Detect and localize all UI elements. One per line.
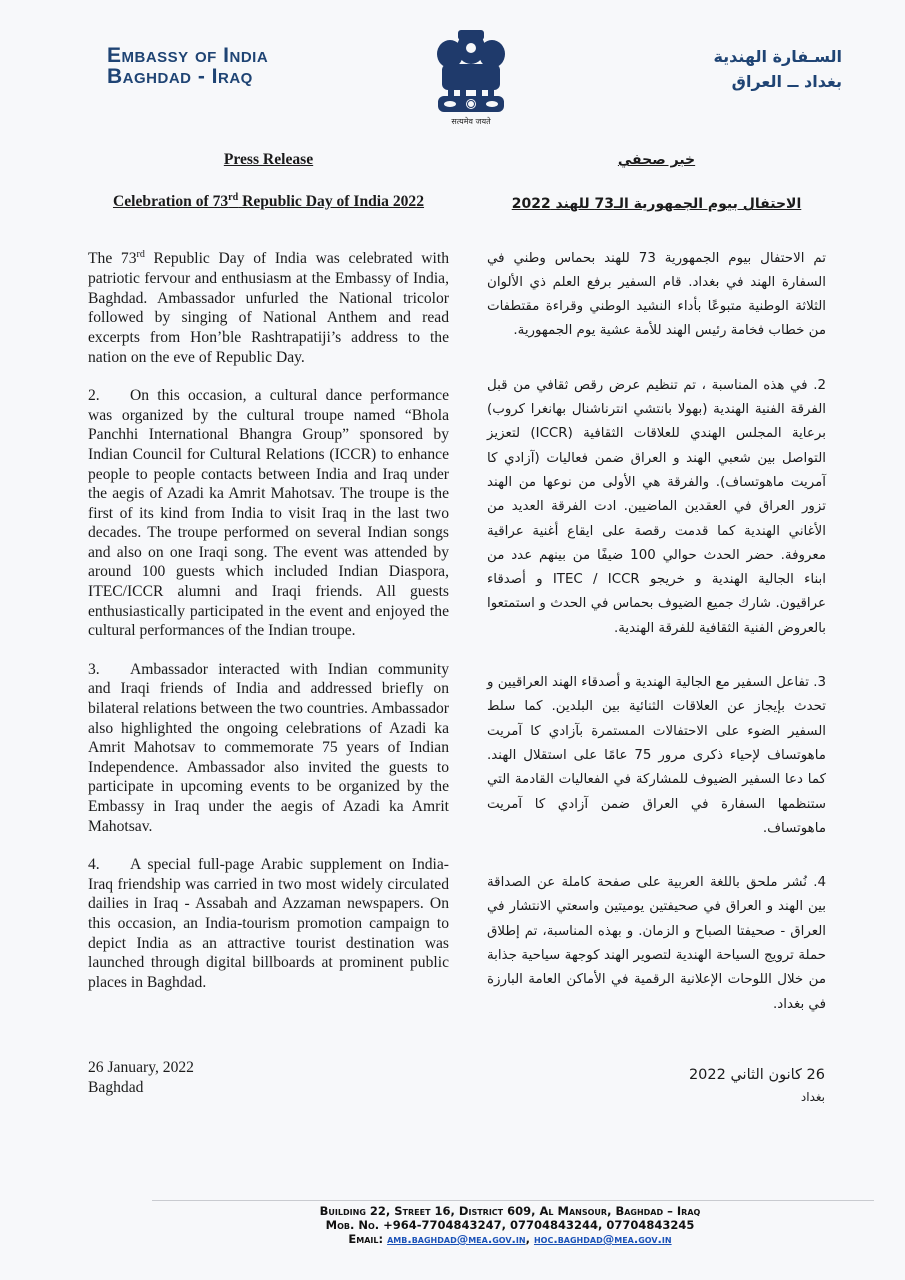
email-separator: ,: [525, 1232, 534, 1246]
footer-mobile: Mob. No. +964-7704843247, 07704843244, 07704843245: [325, 1218, 695, 1232]
paragraph-1: [88, 245, 449, 367]
embassy-location-line-ar: بغداد ــ العراق: [731, 72, 842, 91]
press-release-heading-ar: خبر صحفي: [617, 152, 696, 168]
footer-email: [160, 1232, 860, 1246]
emblem-motto: सत्यमेव जयते: [451, 117, 491, 126]
paragraph-number: 3.: [88, 660, 100, 678]
email-label: Email:: [348, 1232, 388, 1246]
embassy-location-line: Baghdad - Iraq: [107, 65, 253, 88]
paragraph-text: Ambassador interacted with Indian community and Iraqi friends of India and addressed briefly on bilateral relations between the two countries. Ambassador also highlighted the ongoing celebrations of Azadi ka Amrit Mahotsav to commemorate 75 years of Indian Independence. Ambassador also invited the guests to participate in upcoming events to be organized by the Embassy in Iraq under the aegis of Azadi ka Amrit Mahotsav.: [88, 660, 449, 835]
date: 26 January, 2022: [88, 1059, 194, 1076]
press-release-title-ar: الاحتفال بيوم الجمهورية الـ73 للهند 2022: [511, 196, 802, 213]
date-ar: 26 كانون الثاني 2022: [688, 1067, 825, 1083]
paragraph-number: 4.: [88, 856, 100, 874]
paragraph-ar-3: 3. تفاعل السفير مع الجالية الهندية و أصدقاء الهند العراقيين و تحدث بإيجاز عن العلاقات الثنائية بين البلدين. كما سلط السفير الضوء على الاحتفالات المستمرة بآزادي كا آمريت ماهوتساف لإحياء ذكرى مرور 75 عامًا على استقلال الهند. كما دعا السفير الضيوف للمشاركة في الفعاليات القادمة التي ستنظمها السفارة في العراق ضمن آزادي كا آمريت ماهوتساف.: [486, 675, 826, 836]
date-place-english: [88, 1058, 194, 1097]
superscript: rd: [136, 249, 145, 261]
place-ar: بغداد: [800, 1090, 825, 1104]
title-text-end: Republic Day of India 2022: [238, 192, 425, 210]
paragraph-ar-4: 4. نُشر ملحق باللغة العربية على صفحة كاملة عن الصداقة بين الهند و العراق في صحيفتين يوميتين واسعتي الانتشار في العراق - صحيفتا الصباح و الزمان. و بهذه المناسبة، تم إطلاق حملة ترويج السياحة الهندية لتصوير الهند كوجهة سياحية جذابة من خلال اللوحات الإعلانية الرقمية في الأماكن العامة البارزة في بغداد.: [487, 875, 826, 1012]
title-superscript: rd: [228, 191, 239, 203]
paragraph-text: A special full-page Arabic supplement on India-Iraq friendship was carried in two most widely circulated dailies in Iraq - Assabah and Azzaman newspapers. On this occasion, an India-tourism promotion campaign to depict India as an attractive tourist destination was launched through digital billboards at prominent public places in Baghdad.: [88, 856, 449, 991]
footer-divider: [152, 1200, 874, 1201]
press-release-heading: Press Release: [223, 151, 314, 168]
embassy-name-line: Embassy of India: [107, 44, 269, 67]
paragraph-4: [88, 855, 449, 992]
paragraph-ar-2: 2. في هذه المناسبة ، تم تنظيم عرض رقص ثقافي من قبل الفرقة الفنية الهندية (بهولا بانتشي انترناشنال بهانغرا كروب) برعاية المجلس الهندي للعلاقات الثقافية (ICCR) لتعزيز التواصل بين شعبي الهند و العراق ضمن فعاليات (آزادي كا آمريت ماهوتساف). والفرقة هي الأولى من نوعها من الهند تزور العراق في العقدين الماضيين. ادت الفرقة العديد من الأغاني الهندية كما قدمت رقصة على ايقاع أغنية عراقية معروفة. حضر الحدث حوالي 100 ضيفًا من بينهم عدد من ابناء الجالية الهندية و خريجو ITEC / ICCR و أصدقاء عراقيون. شارك جميع الضيوف بحماس في الحدث و استمتعوا بالعروض الفنية الثقافية للفرقة الهندية.: [487, 377, 827, 636]
arabic-column: [487, 148, 826, 1047]
paragraph-text: The 73: [88, 250, 137, 268]
embassy-name-arabic: [713, 44, 842, 94]
paragraph-3: [88, 660, 449, 836]
footer-contact: [160, 1204, 860, 1246]
english-column: [88, 150, 449, 1011]
embassy-name-english: [107, 45, 268, 87]
paragraph-2: [88, 386, 449, 641]
place: Baghdad: [88, 1078, 144, 1096]
embassy-name-line-ar: السـفارة الهندية: [713, 47, 842, 66]
press-release-title: [88, 188, 449, 212]
date-place-arabic: [689, 1064, 825, 1108]
paragraph-number: 2.: [88, 387, 100, 405]
email-link-ambassador[interactable]: amb.baghdad@mea.gov.in: [387, 1232, 526, 1246]
paragraph-text: Republic Day of India was celebrated with patriotic fervour and enthusiasm at the Embassy of India, Baghdad. Ambassador unfurled the National tricolor followed by singing of National Anthem and read excerpts from Hon’ble Rashtrapatiji’s address to the nation on the eve of Republic Day.: [88, 250, 449, 366]
email-link-hoc[interactable]: hoc.baghdad@mea.gov.in: [533, 1232, 672, 1246]
ashoka-emblem-icon: [428, 26, 514, 130]
title-text: Celebration of 73: [112, 192, 229, 210]
paragraph-ar-1: تم الاحتفال بيوم الجمهورية 73 للهند بحماس وطني في السفارة الهند في بغداد. قام السفير برفع العلم ذي الألوان الثلاثة الوطنية متبوعًا بأداء النشيد الوطني وقراءة مقتطفات من خطاب فخامة رئيس الهند للأمة عشية يوم الجمهورية.: [487, 250, 826, 339]
footer-address: Building 22, Street 16, District 609, Al Mansour, Baghdad – Iraq: [319, 1204, 701, 1218]
paragraph-text: On this occasion, a cultural dance performance was organized by the cultural troupe named “Bhola Panchhi International Bhangra Group” sponsored by Indian Council for Cultural Relations (ICCR) to enhance people to people contacts between India and Iraq under the aegis of Azadi ka Amrit Mahotsav. The troupe is the first of its kind from India to visit Iraq in the last two decades. The troupe performed on several Indian songs and also on one Iraqi song. The event was attended by around 100 guests which included Indian Diaspora, ITEC/ICCR alumni and Iraqi friends. All guests enthusiastically participated in the event and enjoyed the cultural performances of the Indian troupe.: [88, 387, 449, 640]
